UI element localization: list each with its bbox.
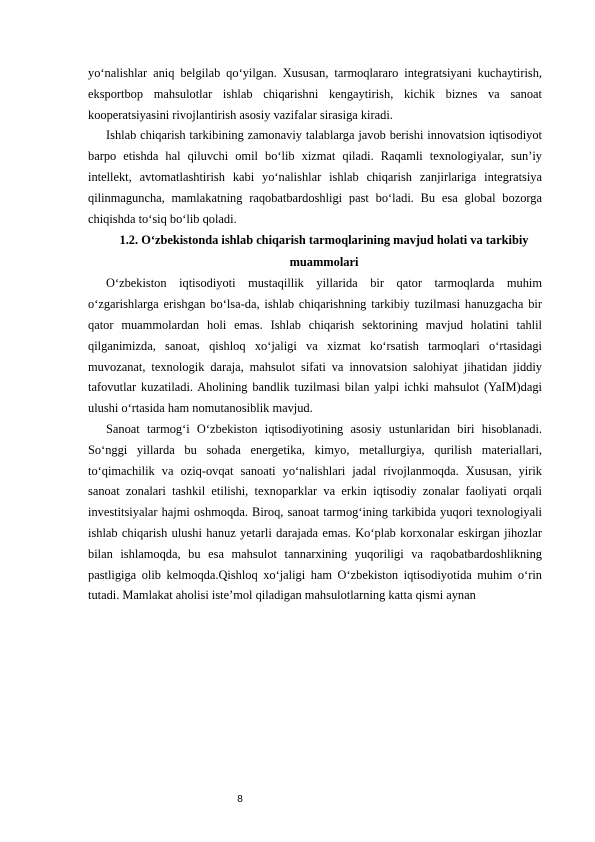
paragraph-innovation: Ishlab chiqarish tarkibining zamonaviy talablarga javob berishi innovatsion iqtisodiyot barpo etishda hal qiluvchi omil bo‘lib xizmat qiladi. Raqamli texnologiyalar, sun’iy intellekt, avtomatlashtirish kabi yo‘nalishlar ishlab chiqarish zanjirlariga integratsiya qilinmaguncha, mamlakatning raqobatbardoshligi past bo‘ladi. Bu esa global bozorga chiqishda to‘siq bo‘lib qoladi. — [88, 128, 542, 226]
paragraph-industry: Sanoat tarmog‘i O‘zbekiston iqtisodiyotining asosiy ustunlaridan biri hisoblanadi. So‘nggi yillarda bu sohada energetika, kimyo, metallurgiya, qurilish materiallari, to‘qimachilik va oziq-ovqat sanoati yo‘nalishlari jadal rivojlanmoqda. Xususan, yirik sanoat zonalari tashkil etilishi, texnoparklar va erkin iqtisodiy zonalar faoliyati orqali investitsiyalar hajmi oshmoqda. Biroq, sanoat tarmog‘ining tarkibida yuqori texnologiyali ishlab chiqarish ulushi hanuz yetarli darajada emas. Ko‘plab korxonalar eskirgan jihozlar bilan ishlamoqda, bu esa mahsulot tannarxining yuqoriligi va raqobatbardoshlikning pastligiga olib kelmoqda.Qishloq xo‘jaligi ham O‘zbekiston iqtisodiyotida muhim o‘rin tutadi. Mamlakat aholisi iste’mol qiladigan mahsulotlarning katta qismi aynan — [88, 421, 542, 603]
paragraph-current-state: O‘zbekiston iqtisodiyoti mustaqillik yillarida bir qator tarmoqlarda muhim o‘zgarishlarga erishgan bo‘lsa-da, ishlab chiqarishning tarkibiy tuzilmasi hanuzgacha bir qator muammolardan holi emas. Ishlab chiqarish sektorining mavjud holatini tahlil qilganimizda, sanoat, qishloq xo‘jaligi va xizmat ko‘rsatish tarmoqlari o‘rtasidagi muvozanat, texnologik daraja, mahsulot sifati va innovatsion salohiyat jihatidan jiddiy tafovutlar kuzatiladi. Aholining bandlik tuzilmasi bilan yalpi ichki mahsulot (YaIM)dagi ulushi o‘rtasida ham nomutanosiblik mavjud. — [88, 276, 542, 416]
body-text — [88, 63, 542, 606]
paragraph-continued: yo‘nalishlar aniq belgilab qo‘yilgan. Xususan, tarmoqlararo integratsiyani kuchaytirish, eksportbop mahsulotlar ishlab chiqarishni kengaytirish, kichik biznes va sanoat kooperatsiyasini rivojlantirish asosiy vazifalar sirasiga kiradi. — [88, 66, 542, 122]
page-number: 8 — [237, 794, 243, 805]
section-heading: 1.2. O‘zbekistonda ishlab chiqarish tarmoqlarining mavjud holati va tarkibiy muammolari — [119, 233, 529, 270]
